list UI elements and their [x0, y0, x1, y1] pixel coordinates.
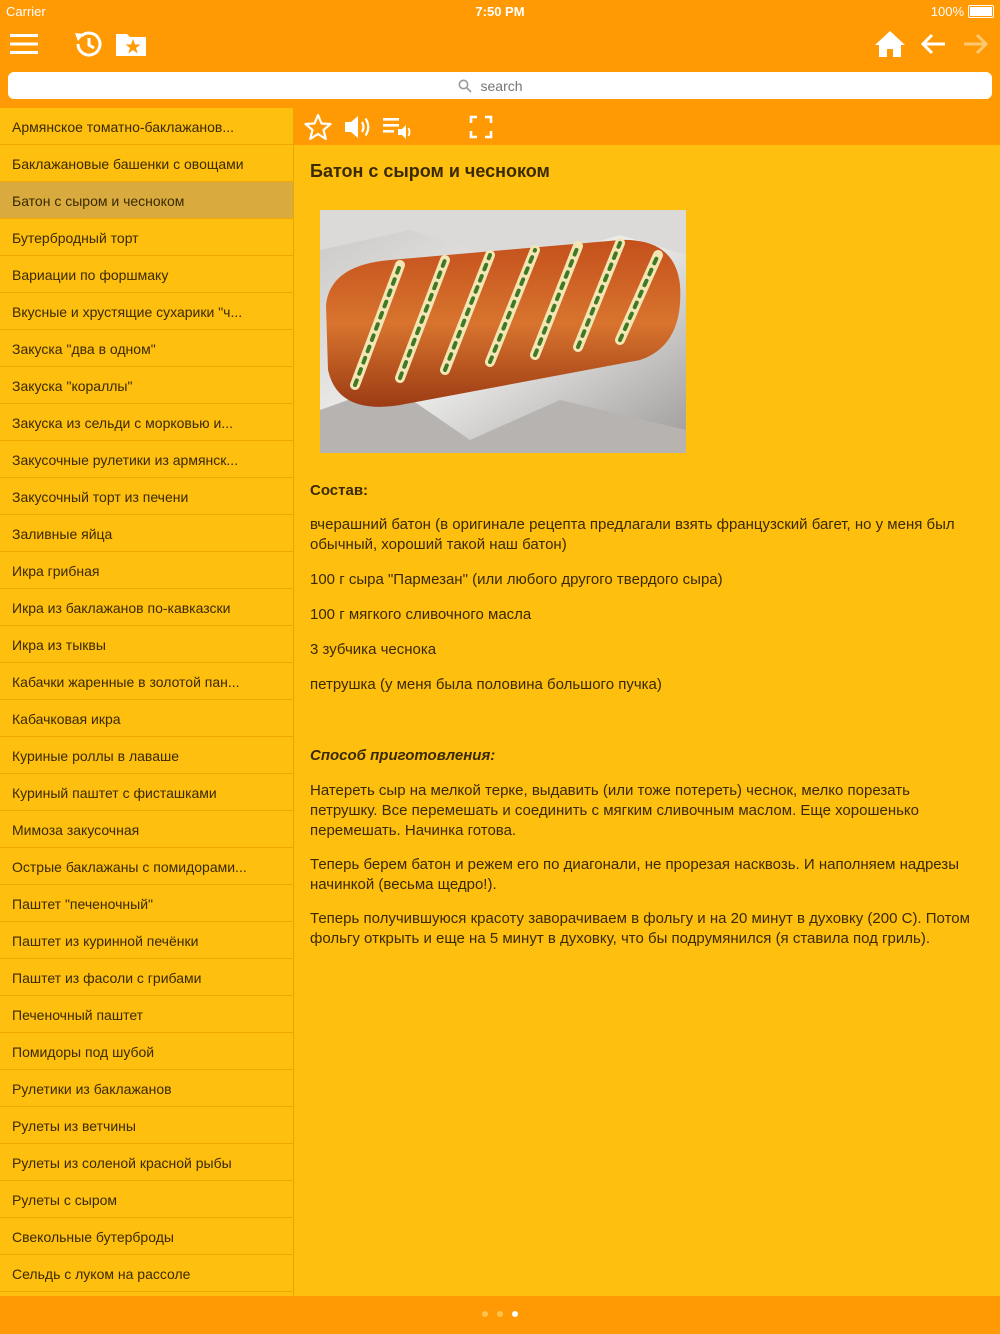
recipe-photo-image: [320, 210, 686, 453]
recipe-list-item[interactable]: Печеночный паштет: [0, 996, 293, 1033]
page-dot[interactable]: [482, 1311, 488, 1317]
nav-bar: [0, 22, 1000, 64]
recipe-list-item[interactable]: Заливные яйца: [0, 515, 293, 552]
battery-icon: [968, 5, 994, 18]
recipe-list-item[interactable]: Кабачки жаренные в золотой пан...: [0, 663, 293, 700]
search-icon: [458, 79, 472, 93]
recipe-list-item[interactable]: Вариации по форшмаку: [0, 256, 293, 293]
speak-button[interactable]: [342, 111, 374, 143]
fullscreen-button[interactable]: [465, 111, 497, 143]
star-icon: [304, 113, 332, 141]
recipe-list-item[interactable]: Мимоза закусочная: [0, 811, 293, 848]
recipe-list-item[interactable]: Рулеты из соленой красной рыбы: [0, 1144, 293, 1181]
ingredient-item: 100 г сыра "Пармезан" (или любого другого твердого сыра): [310, 571, 723, 588]
history-button[interactable]: [70, 26, 106, 62]
ingredients-heading: Состав:: [310, 482, 369, 499]
method-paragraph: Натереть сыр на мелкой терке, выдавить (или тоже потереть) чеснок, мелко порезать петрушку. Все перемешать и соединить с мягким сливочным маслом. Еще хорошенько перемешать. Начинка готова.: [310, 782, 920, 839]
forward-button[interactable]: [958, 26, 994, 62]
recipe-list-item[interactable]: Острые баклажаны с помидорами...: [0, 848, 293, 885]
recipe-list-item[interactable]: Сельдь с луком на рассоле: [0, 1255, 293, 1292]
recipe-list-item[interactable]: Армянское томатно-баклажанов...: [0, 108, 293, 145]
recipe-list-item[interactable]: Рулеты из ветчины: [0, 1107, 293, 1144]
bottom-bar: [0, 1296, 1000, 1334]
method-paragraph: Теперь получившуюся красоту заворачиваем в фольгу и на 20 минут в духовку (200 С). Потом фольгу открыть и еще на 5 минут в духовку, что бы подрумянился (я ставила под гриль).: [310, 910, 970, 947]
recipe-list-item[interactable]: Паштет "печеночный": [0, 885, 293, 922]
method-paragraph: Теперь берем батон и режем его по диагонали, не прорезая насквозь. И наполняем надрезы начинкой (весьма щедро!).: [310, 856, 959, 893]
home-icon: [874, 29, 906, 59]
playlist-audio-icon: [382, 113, 414, 141]
arrow-right-icon: [962, 32, 990, 56]
recipe-photo: [320, 210, 686, 453]
method-heading: Способ приготовления:: [310, 747, 496, 764]
article-title: Батон с сыром и чесноком: [310, 161, 550, 181]
recipe-list-item[interactable]: Рулеты с сыром: [0, 1181, 293, 1218]
favorite-button[interactable]: [302, 111, 334, 143]
home-button[interactable]: [872, 26, 908, 62]
recipe-list-item[interactable]: Бутербродный торт: [0, 219, 293, 256]
back-button[interactable]: [915, 26, 951, 62]
page-dot[interactable]: [497, 1311, 503, 1317]
recipe-list-item[interactable]: Рулетики из баклажанов: [0, 1070, 293, 1107]
battery-label: 100%: [930, 4, 964, 19]
ingredient-item: 100 г мягкого сливочного масла: [310, 606, 532, 623]
recipe-list-item[interactable]: Закуска из сельди с морковью и...: [0, 404, 293, 441]
recipe-list-item[interactable]: Паштет из куринной печёнки: [0, 922, 293, 959]
recipe-list-item[interactable]: Помидоры под шубой: [0, 1033, 293, 1070]
article-toolbar: [294, 108, 1000, 145]
search-bar[interactable]: [8, 72, 992, 99]
arrow-left-icon: [919, 32, 947, 56]
carrier-label: Carrier: [6, 4, 46, 19]
recipe-list-item[interactable]: Паштет из фасоли с грибами: [0, 959, 293, 996]
speaker-icon: [343, 113, 373, 141]
page-indicator[interactable]: [0, 1311, 1000, 1317]
recipe-list[interactable]: [0, 108, 294, 1296]
recipe-list-item[interactable]: Закусочный торт из печени: [0, 478, 293, 515]
fullscreen-icon: [469, 115, 493, 139]
recipe-list-item[interactable]: Батон с сыром и чесноком: [0, 182, 293, 219]
search-input[interactable]: [479, 77, 543, 95]
favorites-folder-icon: [115, 30, 147, 58]
history-icon: [72, 28, 104, 60]
recipe-list-item[interactable]: Икра грибная: [0, 552, 293, 589]
recipe-list-item[interactable]: Закусочные рулетики из армянск...: [0, 441, 293, 478]
recipe-list-item[interactable]: Куриный паштет с фисташками: [0, 774, 293, 811]
status-bar: [0, 0, 1000, 22]
favorites-folder-button[interactable]: [113, 26, 149, 62]
hamburger-icon: [9, 32, 39, 56]
recipe-list-item[interactable]: Икра из тыквы: [0, 626, 293, 663]
menu-button[interactable]: [6, 26, 42, 62]
ingredient-item: вчерашний батон (в оригинале рецепта предлагали взять французский багет, но у меня был обычный, хороший такой наш батон): [310, 516, 955, 553]
recipe-list-item[interactable]: Кабачковая икра: [0, 700, 293, 737]
recipe-list-item[interactable]: Свекольные бутерброды: [0, 1218, 293, 1255]
ingredient-item: петрушка (у меня была половина большого пучка): [310, 676, 662, 693]
recipe-list-item[interactable]: Закуска "два в одном": [0, 330, 293, 367]
recipe-list-item[interactable]: Закуска "кораллы": [0, 367, 293, 404]
playlist-button[interactable]: [382, 111, 414, 143]
recipe-list-item[interactable]: Икра из баклажанов по-кавказски: [0, 589, 293, 626]
battery-indicator: [931, 4, 994, 19]
clock: 7:50 PM: [475, 4, 525, 19]
page-dot[interactable]: [512, 1311, 518, 1317]
ingredient-item: 3 зубчика чеснока: [310, 641, 437, 658]
recipe-list-item[interactable]: Вкусные и хрустящие сухарики "ч...: [0, 293, 293, 330]
recipe-list-item[interactable]: Куриные роллы в лаваше: [0, 737, 293, 774]
article-content: [294, 145, 1000, 1296]
recipe-list-item[interactable]: Баклажановые башенки с овощами: [0, 145, 293, 182]
top-bar: [0, 0, 1000, 108]
